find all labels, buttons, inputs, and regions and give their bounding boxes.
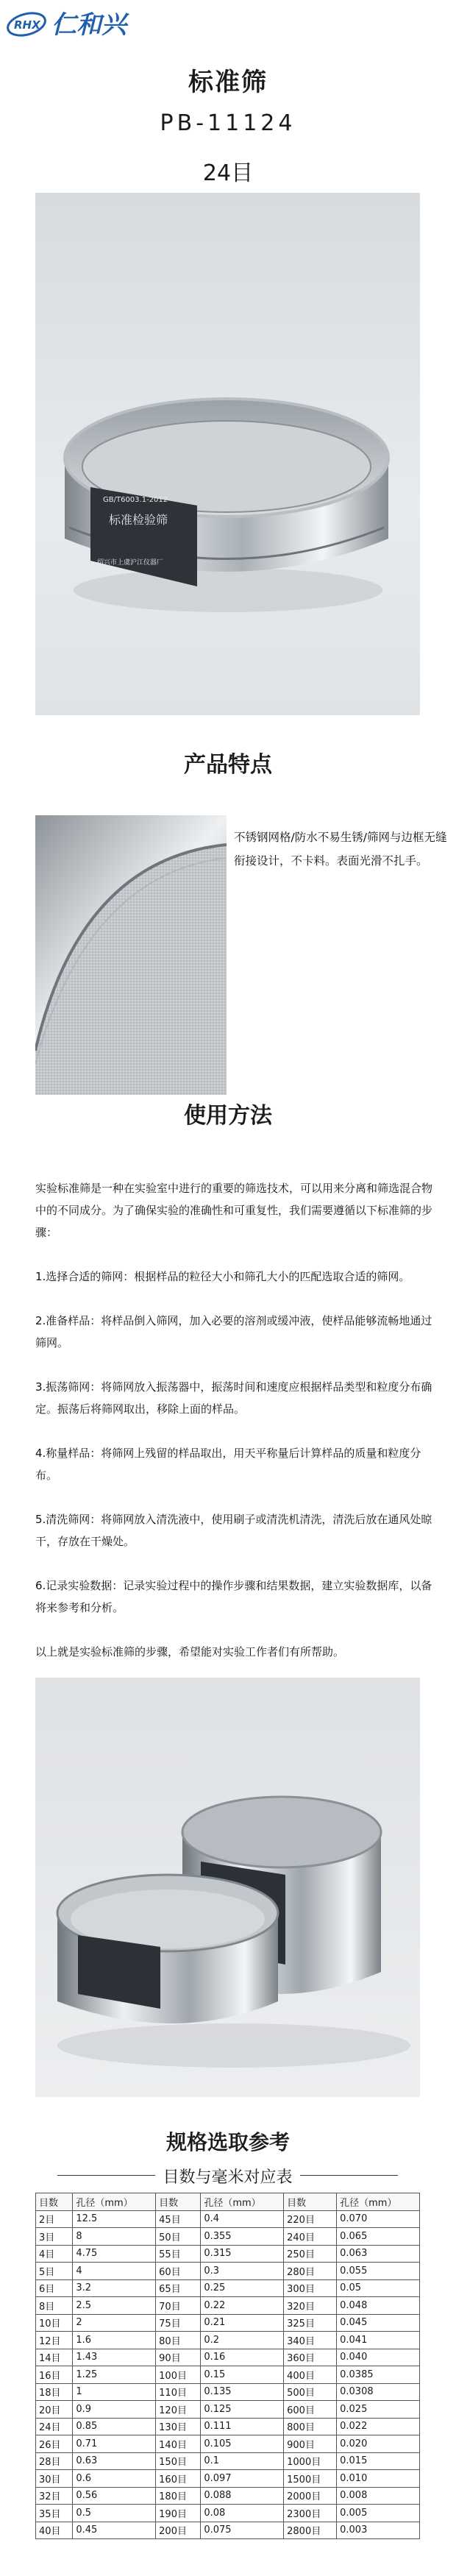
table-cell: 1.6 [73,2332,156,2349]
table-cell: 32目 [36,2487,73,2505]
table-cell: 900目 [284,2435,337,2453]
table-cell: 340目 [284,2332,337,2349]
table-row [36,2487,420,2505]
table-cell: 0.135 [201,2383,284,2401]
table-cell: 100目 [156,2366,201,2384]
table-cell: 1 [73,2383,156,2401]
col-header: 目数 [36,2193,73,2211]
table-cell: 3目 [36,2228,73,2246]
table-row [36,2210,420,2228]
table-cell: 20目 [36,2401,73,2419]
table-header-row [36,2193,420,2211]
table-cell: 0.048 [337,2297,420,2315]
table-cell: 250目 [284,2245,337,2263]
table-body [36,2210,420,2539]
table-cell: 0.005 [337,2505,420,2522]
table-cell: 4 [73,2263,156,2280]
table-cell: 12目 [36,2332,73,2349]
table-cell: 0.003 [337,2522,420,2539]
table-cell: 0.125 [201,2401,284,2419]
table-cell: 6目 [36,2279,73,2297]
table-cell: 1500目 [284,2470,337,2488]
table-cell: 140目 [156,2435,201,2453]
table-cell: 0.63 [73,2452,156,2470]
table-cell: 2300目 [284,2505,337,2522]
table-cell: 0.040 [337,2349,420,2366]
table-cell: 8 [73,2228,156,2246]
table-cell: 0.2 [201,2332,284,2349]
table-cell: 0.9 [73,2401,156,2419]
table-cell: 0.055 [337,2263,420,2280]
table-cell: 0.3 [201,2263,284,2280]
table-cell: 0.05 [337,2279,420,2297]
table-cell: 220目 [284,2210,337,2228]
table-cell: 0.45 [73,2522,156,2539]
table-row [36,2418,420,2435]
table-cell: 60目 [156,2263,201,2280]
product-photo-main [35,193,420,715]
product-name: 标准筛 [188,68,268,97]
table-title-text: 目数与毫米对应表 [155,2168,299,2187]
table-cell: 26目 [36,2435,73,2453]
table-cell: 0.025 [337,2401,420,2419]
table-cell: 0.063 [337,2245,420,2263]
table-row [36,2297,420,2315]
table-cell: 0.075 [201,2522,284,2539]
table-row [36,2332,420,2349]
table-cell: 40目 [36,2522,73,2539]
table-cell: 30目 [36,2470,73,2488]
table-cell: 70目 [156,2297,201,2315]
table-row [36,2228,420,2246]
table-row [36,2505,420,2522]
col-header: 目数 [156,2193,201,2211]
table-cell: 320目 [284,2297,337,2315]
table-cell: 0.71 [73,2435,156,2453]
table-cell: 240目 [284,2228,337,2246]
table-cell: 0.15 [201,2366,284,2384]
table-cell: 45目 [156,2210,201,2228]
table-cell: 280目 [284,2263,337,2280]
table-cell: 0.105 [201,2435,284,2453]
table-cell: 2000目 [284,2487,337,2505]
table-cell: 800目 [284,2418,337,2435]
product-model: PB-11124 [160,110,296,136]
table-cell: 180目 [156,2487,201,2505]
table-cell: 3.2 [73,2279,156,2297]
spec-heading: 规格选取参考 [165,2130,290,2154]
table-cell: 24目 [36,2418,73,2435]
table-cell: 0.08 [201,2505,284,2522]
table-row [36,2452,420,2470]
table-cell: 1.25 [73,2366,156,2384]
table-row [36,2279,420,2297]
table-cell: 75目 [156,2314,201,2332]
usage-step-2: 2.准备样品：将样品倒入筛网，加入必要的溶剂或缓冲液，使样品能够流畅地通过筛网。 [35,1314,432,1349]
table-row [36,2435,420,2453]
table-cell: 10目 [36,2314,73,2332]
table-cell: 28目 [36,2452,73,2470]
sieve-label-maker: 绍兴市上虞沪江仪器厂 [97,559,164,567]
table-cell: 0.070 [337,2210,420,2228]
usage-step-4: 4.称量样品：将筛网上残留的样品取出，用天平称量后计算样品的质量和粒度分布。 [35,1447,421,1482]
col-header: 孔径（mm） [337,2193,420,2211]
table-cell: 2 [73,2314,156,2332]
table-cell: 110目 [156,2383,201,2401]
product-mesh: 24目 [202,160,254,186]
sieve-label-title: 标准检验筛 [109,513,168,527]
table-cell: 0.355 [201,2228,284,2246]
table-cell: 1000目 [284,2452,337,2470]
usage-step-5: 5.清洗筛网：将筛网放入清洗液中，使用刷子或清洗机清洗，清洗后放在通风处晾干，存放在干燥处。 [35,1513,432,1548]
table-cell: 360目 [284,2349,337,2366]
table-cell: 0.1 [201,2452,284,2470]
table-row [36,2245,420,2263]
table-cell: 0.045 [337,2314,420,2332]
table-cell: 120目 [156,2401,201,2419]
table-cell: 200目 [156,2522,201,2539]
table-cell: 0.020 [337,2435,420,2453]
table-row [36,2522,420,2539]
table-cell: 0.5 [73,2505,156,2522]
usage-text-block [35,1177,432,1685]
col-header: 目数 [284,2193,337,2211]
table-row [36,2349,420,2366]
table-cell: 65目 [156,2279,201,2297]
usage-heading: 使用方法 [184,1103,272,1129]
mesh-size-table [35,2193,420,2539]
table-cell: 190目 [156,2505,201,2522]
table-cell: 35目 [36,2505,73,2522]
table-row [36,2314,420,2332]
table-cell: 2800目 [284,2522,337,2539]
brand-name: 仁和兴 [51,10,127,40]
table-cell: 0.56 [73,2487,156,2505]
table-cell: 0.111 [201,2418,284,2435]
usage-step-6: 6.记录实验数据：记录实验过程中的操作步骤和结果数据，建立实验数据库，以备将来参考和分析。 [35,1579,432,1614]
table-cell: 80目 [156,2332,201,2349]
brand-mark: RHX [14,18,40,32]
table-cell: 0.85 [73,2418,156,2435]
product-photo-pair [35,1678,420,2097]
table-cell: 0.097 [201,2470,284,2488]
table-cell: 600目 [284,2401,337,2419]
table-cell: 2.5 [73,2297,156,2315]
table-row [36,2263,420,2280]
table-cell: 0.25 [201,2279,284,2297]
col-header: 孔径（mm） [201,2193,284,2211]
table-cell: 0.0385 [337,2366,420,2384]
table-cell: 0.015 [337,2452,420,2470]
table-cell: 0.0308 [337,2383,420,2401]
table-cell: 8目 [36,2297,73,2315]
table-cell: 0.22 [201,2297,284,2315]
usage-paragraph: 实验标准筛是一种在实验室中进行的重要的筛选技术，可以用来分离和筛选混合物中的不同成分。为了确保实验的准确性和可重复性，我们需要遵循以下标准筛的步骤： [35,1182,433,1239]
table-cell: 0.041 [337,2332,420,2349]
table-row [36,2401,420,2419]
table-cell: 16目 [36,2366,73,2384]
table-cell: 90目 [156,2349,201,2366]
table-cell: 50目 [156,2228,201,2246]
features-heading: 产品特点 [184,752,272,778]
usage-step-1: 1.选择合适的筛网：根据样品的粒径大小和筛孔大小的匹配选取合适的筛网。 [35,1270,410,1283]
table-cell: 160目 [156,2470,201,2488]
mesh-closeup-photo [35,815,227,1095]
table-row [36,2383,420,2401]
table-cell: 0.21 [201,2314,284,2332]
usage-closing: 以上就是实验标准筛的步骤，希望能对实验工作者们有所帮助。 [35,1645,345,1658]
features-text: 不锈钢网格/防水不易生锈/筛网与边框无缝衔接设计，不卡料。表面光滑不扎手。 [234,831,447,867]
table-cell: 0.088 [201,2487,284,2505]
table-cell: 325目 [284,2314,337,2332]
table-cell: 4.75 [73,2245,156,2263]
table-cell: 500目 [284,2383,337,2401]
table-cell: 0.16 [201,2349,284,2366]
table-cell: 0.065 [337,2228,420,2246]
table-row [36,2470,420,2488]
table-cell: 0.4 [201,2210,284,2228]
table-cell: 150目 [156,2452,201,2470]
brand-logo [6,6,146,43]
table-cell: 300目 [284,2279,337,2297]
table-row [36,2366,420,2384]
table-cell: 0.022 [337,2418,420,2435]
table-cell: 4目 [36,2245,73,2263]
table-cell: 400目 [284,2366,337,2384]
usage-step-3: 3.振荡筛网：将筛网放入振荡器中，振荡时间和速度应根据样品类型和粒度分布确定。振荡后将筛网取出，移除上面的样品。 [35,1380,432,1416]
table-cell: 0.315 [201,2245,284,2263]
table-cell: 0.008 [337,2487,420,2505]
table-cell: 14目 [36,2349,73,2366]
col-header: 孔径（mm） [73,2193,156,2211]
table-title [35,2165,420,2188]
sieve-label-standard: GB/T6003.1-2012 [103,496,168,504]
table-cell: 1.43 [73,2349,156,2366]
table-cell: 12.5 [73,2210,156,2228]
table-cell: 18目 [36,2383,73,2401]
table-cell: 0.010 [337,2470,420,2488]
table-cell: 55目 [156,2245,201,2263]
table-cell: 5目 [36,2263,73,2280]
table-cell: 2目 [36,2210,73,2228]
table-cell: 0.6 [73,2470,156,2488]
table-cell: 130目 [156,2418,201,2435]
